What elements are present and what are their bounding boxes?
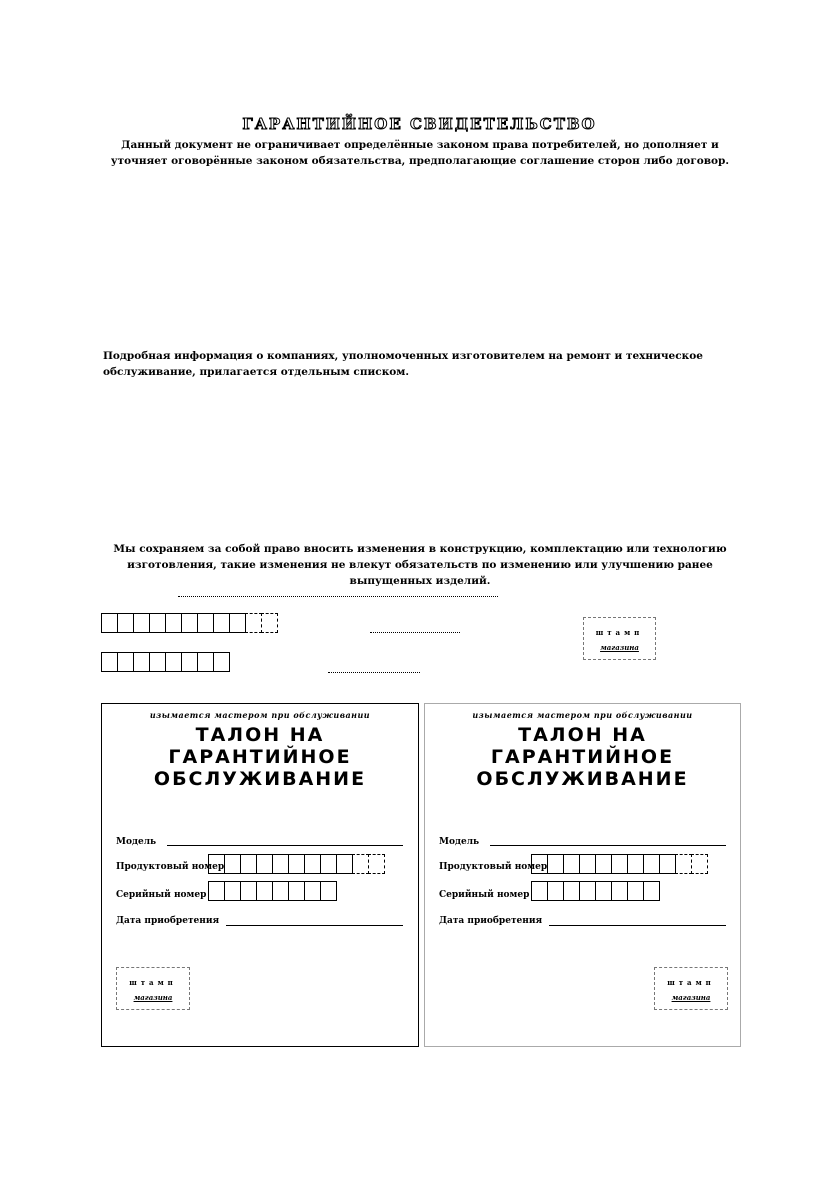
digit-box[interactable] <box>240 854 257 874</box>
coupon-title-line: ТАЛОН НА ГАРАНТИЙНОЕ <box>490 724 675 768</box>
model-line[interactable] <box>490 845 726 846</box>
digit-box[interactable] <box>272 854 289 874</box>
product-number-boxes[interactable] <box>101 613 277 633</box>
coupon-title-line: ОБСЛУЖИВАНИЕ <box>153 768 367 790</box>
digit-box[interactable] <box>101 613 118 633</box>
digit-box[interactable] <box>224 854 241 874</box>
warranty-coupon <box>424 703 741 1047</box>
digit-box[interactable] <box>101 652 118 672</box>
digit-box[interactable] <box>245 613 262 633</box>
digit-box[interactable] <box>531 854 548 874</box>
digit-box[interactable] <box>320 854 337 874</box>
model-field[interactable] <box>178 596 498 597</box>
purchase-date-line[interactable] <box>549 925 726 926</box>
stamp-text: штамп <box>667 978 715 987</box>
digit-box[interactable] <box>611 854 628 874</box>
purchase-date-field[interactable] <box>370 632 460 633</box>
digit-box[interactable] <box>149 652 166 672</box>
serial-number-boxes[interactable] <box>208 881 336 901</box>
digit-box[interactable] <box>675 854 692 874</box>
serial-number-boxes[interactable] <box>531 881 659 901</box>
digit-box[interactable] <box>272 881 289 901</box>
digit-box[interactable] <box>208 854 225 874</box>
stamp-text: штамп <box>595 628 644 637</box>
digit-box[interactable] <box>181 613 198 633</box>
digit-box[interactable] <box>595 881 612 901</box>
digit-box[interactable] <box>352 854 369 874</box>
digit-box[interactable] <box>256 854 273 874</box>
digit-box[interactable] <box>304 854 321 874</box>
digit-box[interactable] <box>181 652 198 672</box>
digit-box[interactable] <box>659 854 676 874</box>
purchase-date-line[interactable] <box>226 925 403 926</box>
model-label: Модель <box>439 837 480 847</box>
digit-box[interactable] <box>240 881 257 901</box>
digit-box[interactable] <box>165 613 182 633</box>
digit-box[interactable] <box>611 881 628 901</box>
shop-stamp <box>116 967 190 1010</box>
stamp-text: магазина <box>600 643 639 652</box>
purchase-date-label: Дата приобретения <box>116 916 220 926</box>
digit-box[interactable] <box>165 652 182 672</box>
serial-number-label: Серийный номер <box>439 890 530 900</box>
digit-box[interactable] <box>563 881 580 901</box>
digit-box[interactable] <box>547 881 564 901</box>
digit-box[interactable] <box>208 881 225 901</box>
serial-number-label: Серийный номер <box>116 890 207 900</box>
digit-box[interactable] <box>288 854 305 874</box>
digit-box[interactable] <box>320 881 337 901</box>
digit-box[interactable] <box>304 881 321 901</box>
signature-field[interactable] <box>328 672 420 673</box>
stamp-text: магазина <box>133 993 173 1002</box>
digit-box[interactable] <box>261 613 278 633</box>
digit-box[interactable] <box>117 652 134 672</box>
product-number-boxes[interactable] <box>208 854 384 874</box>
digit-box[interactable] <box>579 881 596 901</box>
digit-box[interactable] <box>197 652 214 672</box>
product-number-boxes[interactable] <box>531 854 707 874</box>
coupon-title <box>102 724 418 790</box>
digit-box[interactable] <box>547 854 564 874</box>
page-title: ГАРАНТИЙНОЕ СВИДЕТЕЛЬСТВО <box>242 115 597 133</box>
info-paragraph: Подробная информация о компаниях, уполномоченных изготовителем на ремонт и техническое обслуживание, прилагается отдельным списком. <box>103 350 703 378</box>
digit-box[interactable] <box>336 854 353 874</box>
serial-number-boxes[interactable] <box>101 652 229 672</box>
shop-stamp <box>583 617 656 660</box>
digit-box[interactable] <box>627 881 644 901</box>
digit-box[interactable] <box>288 881 305 901</box>
coupon-note: изымается мастером при обслуживании <box>472 710 693 720</box>
intro-paragraph: Данный документ не ограничивает определённые законом права потребителей, но дополняет и уточняет оговорённые законом обязательства, предполагающие соглашение сторон либо договор. <box>110 139 730 167</box>
digit-box[interactable] <box>595 854 612 874</box>
digit-box[interactable] <box>563 854 580 874</box>
digit-box[interactable] <box>643 854 660 874</box>
digit-box[interactable] <box>117 613 134 633</box>
coupon-note: изымается мастером при обслуживании <box>149 710 371 720</box>
coupon-title <box>425 724 740 790</box>
digit-box[interactable] <box>213 652 230 672</box>
coupon-title-line: ОБСЛУЖИВАНИЕ <box>476 768 689 790</box>
model-label: Модель <box>116 837 157 847</box>
digit-box[interactable] <box>133 652 150 672</box>
digit-box[interactable] <box>197 613 214 633</box>
warranty-coupon <box>101 703 419 1047</box>
disclaimer-paragraph: Мы сохраняем за собой право вносить изменения в конструкцию, комплектацию или технологию изготовления, такие изменения не влекут обязательств по изменению или улучшению ранее выпущенных изделий. <box>113 543 727 587</box>
digit-box[interactable] <box>627 854 644 874</box>
stamp-text: магазина <box>671 993 711 1002</box>
digit-box[interactable] <box>224 881 241 901</box>
model-line[interactable] <box>167 845 403 846</box>
product-number-label: Продуктовый номер <box>439 862 548 872</box>
digit-box[interactable] <box>691 854 708 874</box>
digit-box[interactable] <box>133 613 150 633</box>
shop-stamp <box>654 967 728 1010</box>
stamp-text: штамп <box>129 978 177 987</box>
digit-box[interactable] <box>579 854 596 874</box>
digit-box[interactable] <box>213 613 230 633</box>
digit-box[interactable] <box>229 613 246 633</box>
coupon-title-line: ТАЛОН НА ГАРАНТИЙНОЕ <box>168 724 352 768</box>
digit-box[interactable] <box>368 854 385 874</box>
digit-box[interactable] <box>531 881 548 901</box>
digit-box[interactable] <box>643 881 660 901</box>
digit-box[interactable] <box>149 613 166 633</box>
purchase-date-label: Дата приобретения <box>439 916 543 926</box>
digit-box[interactable] <box>256 881 273 901</box>
product-number-label: Продуктовый номер <box>116 862 225 872</box>
